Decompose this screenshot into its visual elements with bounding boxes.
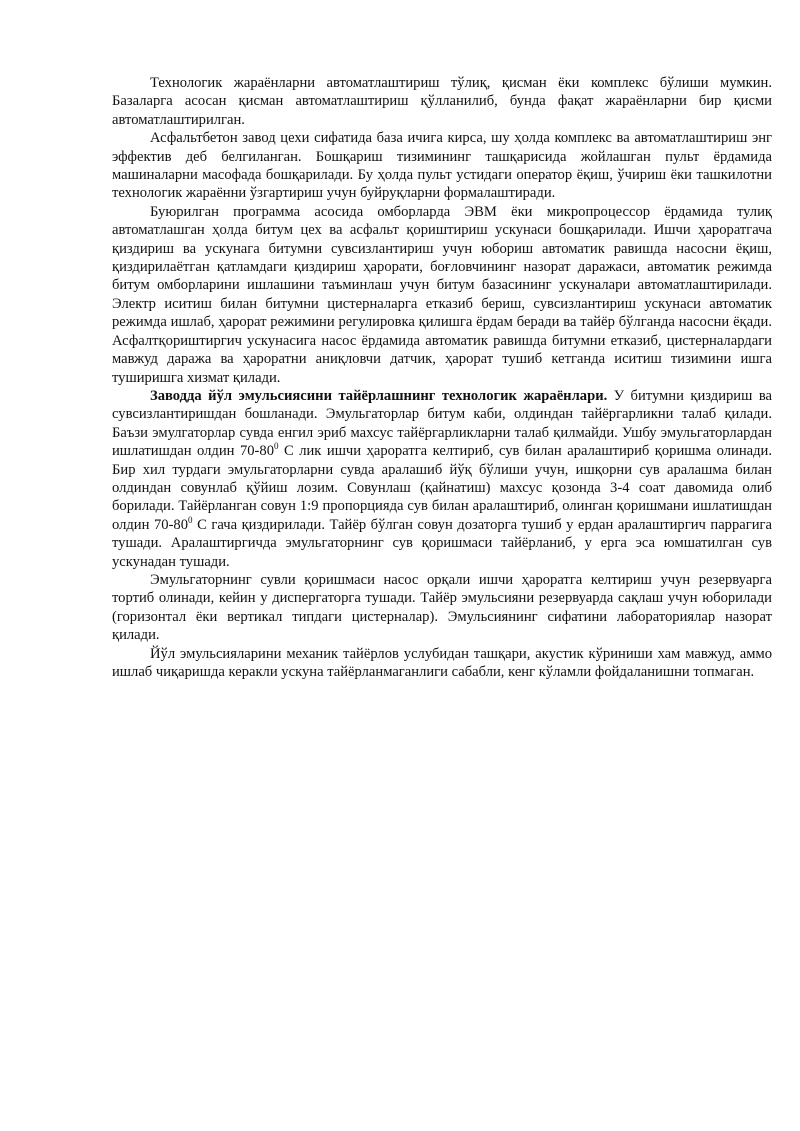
paragraph-acoustic-method: Йўл эмульсияларини механик тайёрлов услубидан ташқари, акустик кўриниши хам мавжуд, аммо ишлаб чиқаришда керакли ускуна тайёрланмаганлиги сабабли, кенг кўламли фойдаланишни топмаган. (112, 645, 772, 680)
degree-superscript: 0 (274, 441, 279, 452)
paragraph-automation-types: Технологик жараёнларни автоматлаштириш тўлиқ, қисман ёки комплекс бўлиши мумкин. Базаларга асосан қисман автоматлаштириш қўлланилиб, бунда фақат жараёнларни бир қисми автоматлаштирилган. (112, 75, 772, 128)
section-heading: Заводда йўл эмульсиясини тайёрлашнинг технологик жараёнлари. (150, 387, 608, 404)
paragraph-emulsifier-reservoir: Эмульгаторнинг сувли қоришмаси насос орқали ишчи ҳароратга келтириш учун резервуарга тортиб олинади, кейин у диспергаторга тушади. Тайёр эмульсияни резервуарда сақлаш учун юборилади (горизонтал ёки вертикал типдаги цистерналар). Эмульсиянинг сифатини лабораториялар назорат қилади. (112, 571, 772, 644)
degree-superscript: 0 (188, 514, 193, 525)
paragraph-asphalt-plant: Асфальтбетон завод цехи сифатида база ичига кирса, шу ҳолда комплекс ва автоматлаштириш энг эффектив деб белгиланган. Бошқариш тизимининг ташқарисида жойлашган пульт ёрдамида машиналарни масофада бошқарилади. Бу ҳолда пульт устидаги оператор ёқиш, ўчириш ёки ташкилотни технологик жараённи ўзгартириш учун буйруқларни формалаштиради. (112, 130, 772, 202)
paragraph-text: У битумни қиздириш ва сувсизлантиришдан бошланади. Эмульгаторлар битум каби, олдиндан тайёргарликни талаб қилади. Баъзи эмулгаторлар сувда енгил эриб махсус тайёргарликларни талаб қилмайди. Ушбу эмульгаторлардан ишлатишдан олдин 70-80 (112, 387, 772, 460)
document-page (112, 74, 772, 681)
paragraph-emulsion-process (112, 387, 772, 571)
paragraph-text: С лик ишчи ҳароратга келтириб, сув билан аралаштириб қоришма олинади. Бир хил турдаги эмульгаторларни сувда аралашиб йўқ бўлиши учун, ишқорни сув аралашма билан олдиндан совунлаб қўйиш лозим. Совунлаш (қайнатиш) махсус қозонда 3-4 соат давомида олиб борилади. Тайёрланган совун 1:9 пропорцияда сув билан аралаштириб, олинган қоришмани ишлатишдан олдин 70-80 (112, 443, 772, 533)
paragraph-bitumen-program: Буюрилган программа асосида омборларда ЭВМ ёки микропроцессор ёрдамида тулиқ автоматлашган ҳолда битум цех ва асфальт қориштириш ускунаси бошқарилади. Ишчи ҳароратгача қиздириш ва ускунага битумни сувсизлантириш учун юбориш автоматик равишда насосни ёқиш, қиздирилаётган қатламдаги қиздириш ҳарорати, боғловчининг назорат даражаси, автоматик режимда битум омборларини ишлашини таъминлаш учун битум базасининг ускуналари автоматлаштирилади. Электр иситиш билан битумни цистерналарга етказиб бериш, сувсизлантириш ускунаси автоматик режимда ишлаб, ҳарорат режимини регулировка қилишга ёрдам беради ва тайёр бўлганда насосни ёқади. Асфалтқориштиргич ускунасига насос ёрдамида автоматик равишда битумни етказиб, цистерналардаги мавжуд даража ва ҳароратни аниқловчи датчик, ҳарорат тушиб кетганда иситиш тизимини ишга туширишга хизмат қилади. (112, 203, 772, 386)
paragraph-text: С гача қиздирилади. Тайёр бўлган совун дозаторга тушиб у ердан аралаштиргич паррагига тушади. Аралаштиргичда эмульгаторнинг сув қоришмаси тайёрланиб, у ерга эса юмшатилган сув ускунадан тушади. (112, 516, 772, 570)
